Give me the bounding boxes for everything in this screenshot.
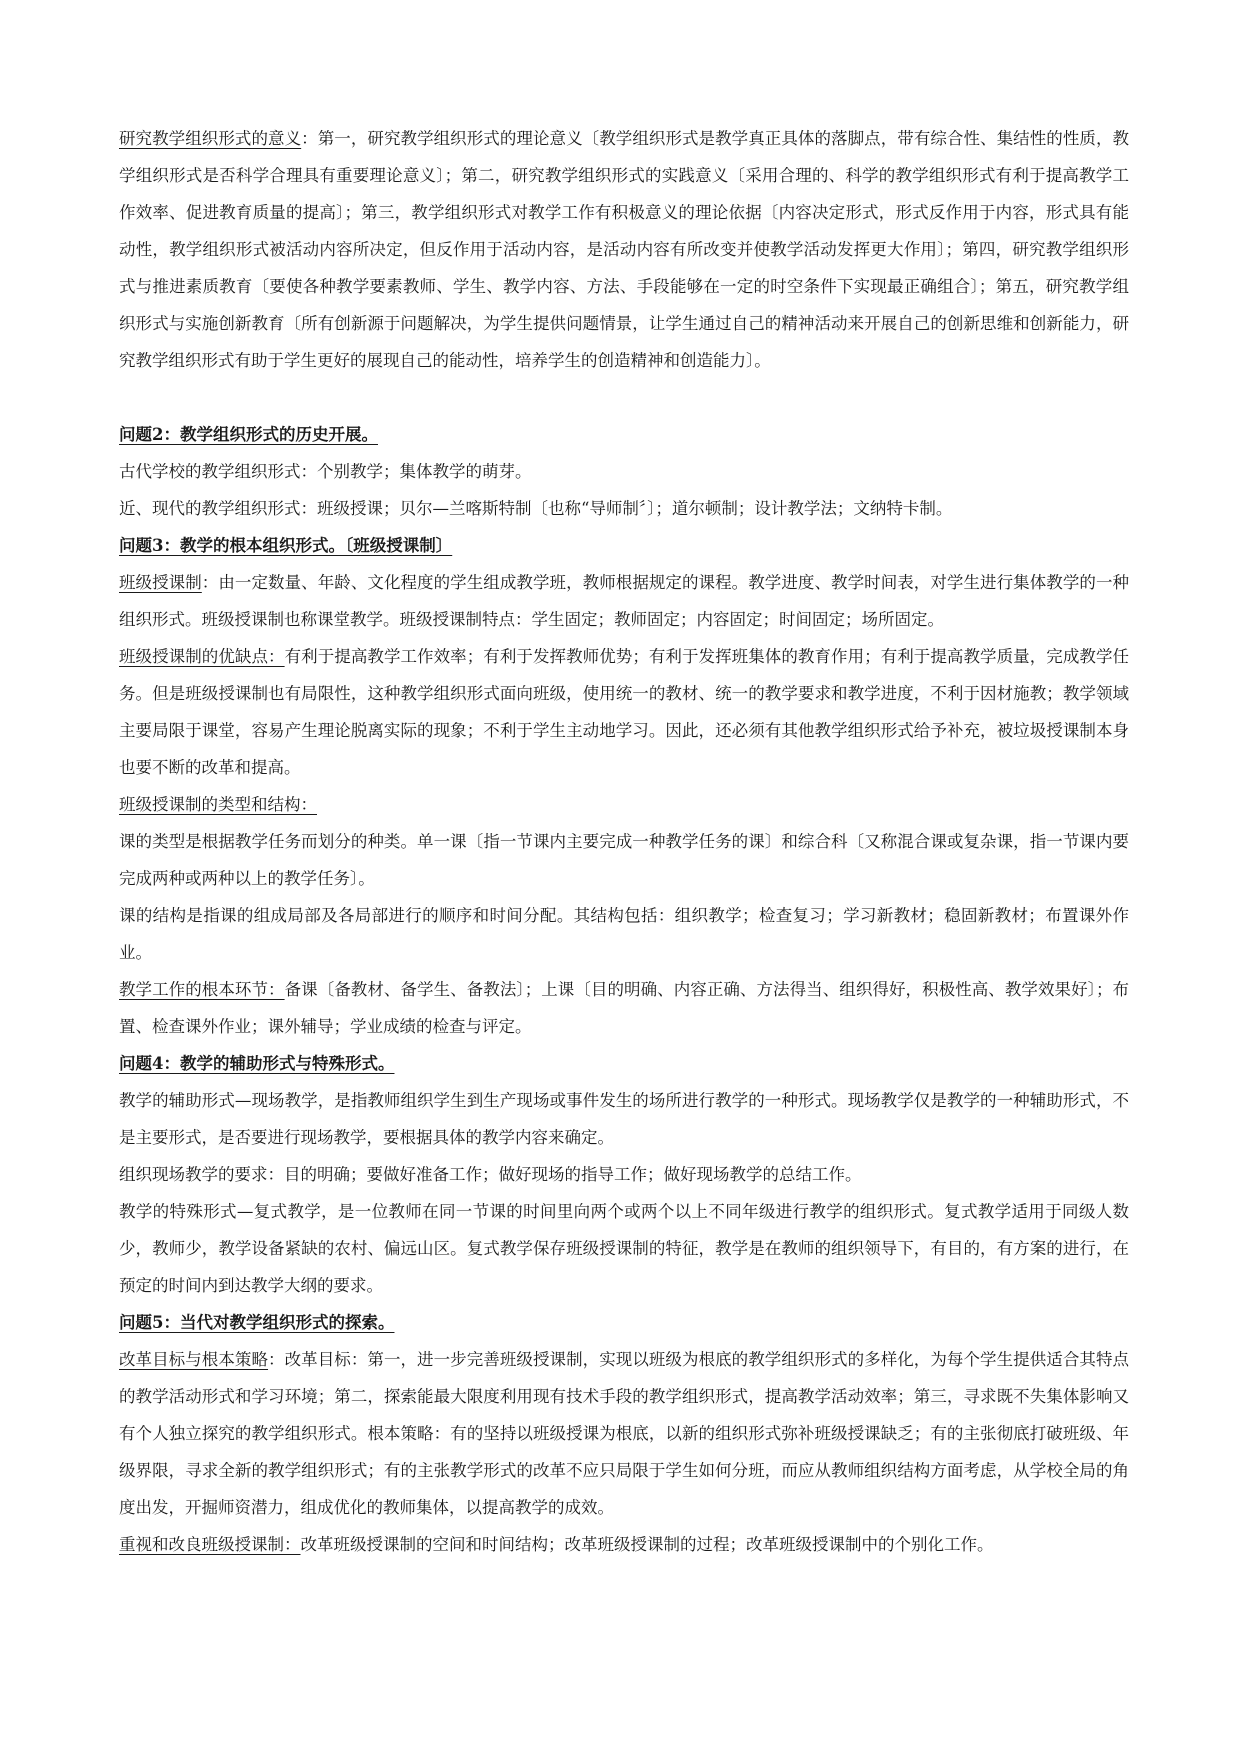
- q3-links-text: 备课〔备教材、备学生、备教法〕；上课〔目的明确、内容正确、方法得当、组织得好，积极性高、教学效果好〕；布置、检查课外作业；课外辅导；学业成绩的检查与评定。: [119, 980, 1130, 1036]
- q3-types-heading: [119, 786, 1129, 823]
- significance-paragraph: [119, 120, 1129, 379]
- q5-improve: [119, 1526, 1129, 1563]
- q3-pros-cons-text: 有利于提高教学工作效率；有利于发挥教师优势；有利于发挥班集体的教育作用；有利于提高教学质量，完成教学任务。但是班级授课制也有局限性，这种教学组织形式面向班级，使用统一的教材、统一的教学要求和教学进度，不利于因材施教；教学领域主要局限于课堂，容易产生理论脱离实际的现象；不利于学生主动地学习。因此，还必须有其他教学组织形式给予补充，被垃圾授课制本身也要不断的改革和提高。: [119, 647, 1130, 777]
- q2-modern: 近、现代的教学组织形式：班级授课；贝尔—兰喀斯特制〔也称“导师制〞〕；道尔顿制；设计教学法；文纳特卡制。: [119, 499, 953, 518]
- q3-links: [119, 971, 1129, 1045]
- q3-pros-cons: [119, 638, 1129, 786]
- q3-types-text: 课的类型是根据教学任务而划分的种类。单一课〔指一节课内主要完成一种教学任务的课〕和综合科〔又称混合课或复杂课，指一节课内要完成两种或两种以上的教学任务〕。: [119, 832, 1129, 888]
- q3-definition-lead: 班级授课制: [119, 573, 202, 592]
- q2-ancient: 古代学校的教学组织形式：个别教学；集体教学的萌芽。: [119, 462, 532, 481]
- q5-improve-text: 改革班级授课制的空间和时间结构；改革班级授课制的过程；改革班级授课制中的个别化工作。: [300, 1535, 994, 1554]
- q5-reform-lead: 改革目标与根本策略: [119, 1350, 269, 1369]
- q3-pros-cons-lead: 班级授课制的优缺点：: [119, 647, 285, 666]
- q4-aux-text: 教学的辅助形式—现场教学，是指教师组织学生到生产现场或事件发生的场所进行教学的一种形式。现场教学仅是教学的一种辅助形式，不是主要形式，是否要进行现场教学，要根据具体的教学内容来确定。: [119, 1091, 1129, 1147]
- significance-lead: 研究教学组织形式的意义: [119, 129, 302, 148]
- significance-text: ：第一，研究教学组织形式的理论意义〔教学组织形式是教学真正具体的落脚点，带有综合性、集结性的性质，教学组织形式是否科学合理具有重要理论意义〕；第二，研究教学组织形式的实践意义〔采用合理的、科学的教学组织形式有利于提高教学工作效率、促进教育质量的提高〕；第三，教学组织形式对教学工作有积极意义的理论依据〔内容决定形式，形式反作用于内容，形式具有能动性，教学组织形式被活动内容所决定，但反作用于活动内容，是活动内容有所改变并使教学活动发挥更大作用〕；第四，研究教学组织形式与推进素质教育〔要使各种教学要素教师、学生、教学内容、方法、手段能够在一定的时空条件下实现最正确组合〕；第五，研究教学组织形式与实施创新教育〔所有创新源于问题解决，为学生提供问题情景，让学生通过自己的精神活动来开展自己的创新思维和创新能力，研究教学组织形式有助于学生更好的展现自己的能动性，培养学生的创造精神和创造能力〕。: [119, 129, 1130, 370]
- blank-line: [119, 379, 1129, 416]
- q3-links-lead: 教学工作的根本环节：: [119, 980, 285, 999]
- q4-req-text: 组织现场教学的要求：目的明确；要做好准备工作；做好现场的指导工作；做好现场教学的总结工作。: [119, 1165, 862, 1184]
- q4-special-text: 教学的特殊形式—复式教学，是一位教师在同一节课的时间里向两个或两个以上不同年级进行教学的组织形式。复式教学适用于同级人数少，教师少，教学设备紧缺的农村、偏远山区。复式教学保存班级授课制的特征，教学是在教师的组织领导下，有目的，有方案的进行，在预定的时间内到达教学大纲的要求。: [119, 1202, 1129, 1295]
- q5-reform: [119, 1341, 1129, 1526]
- document-page: [119, 120, 1129, 1563]
- q5-improve-lead: 重视和改良班级授课制：: [119, 1535, 301, 1554]
- q3-structure-text: 课的结构是指课的组成局部及各局部进行的顺序和时间分配。其结构包括：组织教学；检查复习；学习新教材；稳固新教材；布置课外作业。: [119, 906, 1129, 962]
- q3-heading: 问题3：教学的根本组织形式。〔班级授课制〕: [119, 536, 453, 555]
- q4-heading: 问题4：教学的辅助形式与特殊形式。: [119, 1054, 395, 1073]
- q5-heading: 问题5：当代对教学组织形式的探索。: [119, 1313, 395, 1332]
- q2-heading: 问题2：教学组织形式的历史开展。: [119, 425, 378, 444]
- q5-reform-text: ：改革目标：第一，进一步完善班级授课制，实现以班级为根底的教学组织形式的多样化，为每个学生提供适合其特点的教学活动形式和学习环境；第二，探索能最大限度利用现有技术手段的教学组织形式，提高教学活动效率；第三，寻求既不失集体影响又有个人独立探究的教学组织形式。根本策略：有的坚持以班级授课为根底，以新的组织形式弥补班级授课缺乏；有的主张彻底打破班级、年级界限，寻求全新的教学组织形式；有的主张教学形式的改革不应只局限于学生如何分班，而应从教师组织结构方面考虑，从学校全局的角度出发，开掘师资潜力，组成优化的教师集体，以提高教学的成效。: [119, 1350, 1130, 1517]
- q3-definition-text: ：由一定数量、年龄、文化程度的学生组成教学班，教师根据规定的课程。教学进度、教学时间表，对学生进行集体教学的一种组织形式。班级授课制也称课堂教学。班级授课制特点：学生固定；教师固定；内容固定；时间固定；场所固定。: [119, 573, 1130, 629]
- q3-types-lead: 班级授课制的类型和结构：: [119, 795, 317, 814]
- q3-definition: [119, 564, 1129, 638]
